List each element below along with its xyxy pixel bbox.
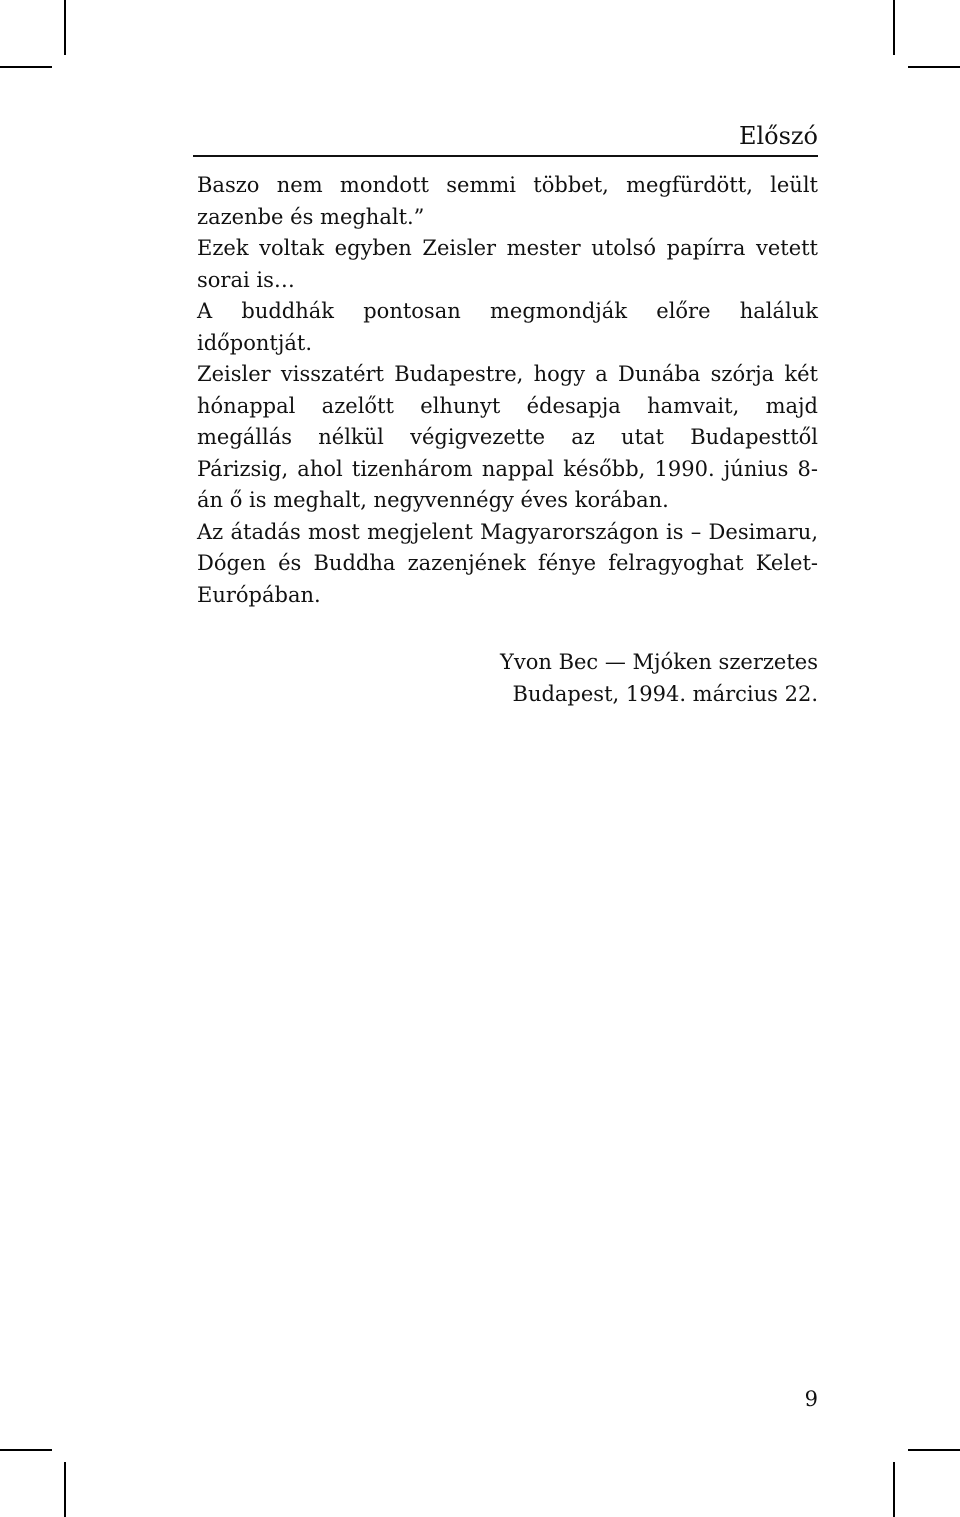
crop-mark-top-left-horizontal bbox=[0, 66, 52, 68]
page-number: 9 bbox=[804, 1387, 818, 1411]
signature-block bbox=[500, 646, 818, 710]
signature-author: Yvon Bec — Mjóken szerzetes bbox=[500, 650, 818, 674]
paragraph: A buddhák pontosan megmondják előre haláluk időpontját. bbox=[197, 299, 818, 355]
crop-mark-bottom-right-horizontal bbox=[908, 1449, 960, 1451]
paragraph: Zeisler visszatért Budapestre, hogy a Dunába szórja két hónappal azelőtt elhunyt édesapja hamvait, majd megállás nélkül végigvezette az utat Budapesttől Párizsig, ahol tizenhárom nappal később, 1990. június 8-án ő is meghalt, negyvennégy éves korában. bbox=[197, 362, 818, 512]
crop-mark-top-left-vertical bbox=[64, 0, 66, 55]
paragraph: Ezek voltak egyben Zeisler mester utolsó papírra vetett sorai is… bbox=[197, 236, 818, 292]
paragraph: Az átadás most megjelent Magyarországon is – Desimaru, Dógen és Buddha zazenjének fénye felragyoghat Kelet-Európában. bbox=[197, 519, 818, 607]
header-rule bbox=[193, 155, 818, 157]
running-header-title: Előszó bbox=[738, 122, 818, 150]
body-text bbox=[197, 170, 818, 611]
signature-place-date: Budapest, 1994. március 22. bbox=[512, 682, 818, 706]
crop-mark-top-right-vertical bbox=[893, 0, 895, 55]
crop-mark-bottom-left-vertical bbox=[64, 1462, 66, 1517]
crop-mark-top-right-horizontal bbox=[908, 66, 960, 68]
paragraph: Baszo nem mondott semmi többet, megfürdött, leült zazenbe és meghalt.” bbox=[197, 173, 818, 229]
crop-mark-bottom-right-vertical bbox=[893, 1462, 895, 1517]
crop-mark-bottom-left-horizontal bbox=[0, 1449, 52, 1451]
